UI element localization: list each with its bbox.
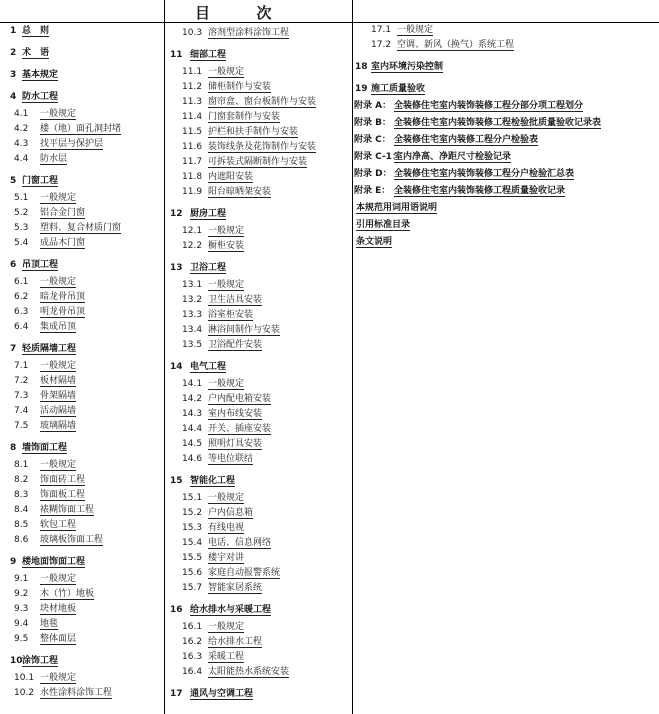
toc-entry-number: 13.3 — [182, 310, 203, 320]
toc-sub-entry[interactable] — [166, 340, 356, 351]
toc-entry-number: 16.2 — [182, 637, 203, 647]
toc-entry-label: 块材地板 — [40, 604, 77, 614]
toc-entry-label: 通风与空调工程 — [190, 689, 254, 699]
toc-entry-number: 附录 B： — [354, 118, 391, 128]
toc-sub-entry[interactable] — [0, 277, 168, 288]
toc-sub-entry[interactable] — [166, 667, 356, 678]
toc-sub-entry[interactable] — [0, 574, 168, 585]
toc-entry-label: 等电位联结 — [208, 454, 254, 464]
toc-entry-label: 防水层 — [40, 154, 68, 164]
toc-entry-number: 15.3 — [182, 523, 203, 533]
toc-entry-label: 太阳能热水系统安装 — [208, 667, 290, 677]
toc-entry-label: 裱糊饰面工程 — [40, 505, 95, 515]
toc-entry-label: 一般规定 — [397, 25, 434, 35]
toc-entry-number: 11.4 — [182, 112, 203, 122]
toc-entry-number: 8.4 — [14, 505, 29, 515]
toc-entry-label: 木（竹）地板 — [40, 589, 95, 599]
toc-sub-entry[interactable] — [166, 454, 356, 465]
toc-entry-number: 19 — [355, 84, 368, 94]
toc-entry-label: 橱柜安装 — [208, 241, 245, 251]
toc-entry-number: 15 — [170, 476, 183, 486]
toc-entry-number: 8.2 — [14, 475, 29, 485]
toc-sub-entry[interactable] — [0, 238, 168, 249]
toc-entry-label: 饰面板工程 — [40, 490, 86, 500]
toc-entry-number: 11.8 — [182, 172, 203, 182]
toc-entry-number: 14.2 — [182, 394, 203, 404]
toc-entry-label: 室内净高、净距尺寸检验记录 — [394, 152, 512, 162]
toc-entry-label: 楼（地）面孔洞封堵 — [40, 124, 122, 134]
toc-entry-label: 全装修住宅室内装修工程分户检验表 — [394, 135, 539, 145]
toc-sub-entry[interactable] — [0, 124, 168, 135]
toc-entry-number: 4 — [10, 92, 17, 102]
toc-sub-entry[interactable] — [0, 604, 168, 615]
toc-chapter-entry[interactable] — [0, 656, 168, 667]
toc-entry-number: 9.2 — [14, 589, 29, 599]
toc-app-entry[interactable] — [352, 101, 659, 112]
toc-entry-number: 附录 A： — [354, 101, 392, 111]
toc-entry-number: 5.1 — [14, 193, 29, 203]
toc-sub-entry[interactable] — [0, 505, 168, 516]
toc-entry-number: 3 — [10, 70, 17, 80]
toc-sub-entry[interactable] — [0, 688, 168, 699]
toc-entry-number: 7.1 — [14, 361, 29, 371]
toc-chapter-entry[interactable] — [0, 443, 168, 454]
toc-entry-number: 10.2 — [14, 688, 35, 698]
toc-entry-label: 一般规定 — [40, 109, 77, 119]
toc-sub-entry[interactable] — [166, 553, 356, 564]
toc-misc-entry[interactable] — [352, 220, 659, 231]
toc-entry-label: 饰面砖工程 — [40, 475, 86, 485]
toc-entry-label: 板材隔墙 — [40, 376, 77, 386]
toc-entry-label: 防水工程 — [22, 92, 59, 102]
toc-entry-label: 全装修住宅室内装饰装修工程检验批质量验收记录表 — [394, 118, 602, 128]
toc-chapter-entry[interactable] — [166, 605, 356, 616]
toc-chapter-entry[interactable] — [166, 50, 356, 61]
toc-entry-number: 4.3 — [14, 139, 29, 149]
toc-entry-number: 9.1 — [14, 574, 29, 584]
toc-sub-entry[interactable] — [0, 421, 168, 432]
toc-entry-label: 集成吊顶 — [40, 322, 77, 332]
toc-app-entry[interactable] — [352, 186, 659, 197]
toc-sub-entry[interactable] — [352, 25, 659, 36]
toc-chapter-entry[interactable] — [0, 344, 168, 355]
toc-sub-entry[interactable] — [166, 172, 356, 183]
toc-app-entry[interactable] — [352, 152, 659, 163]
toc-misc-entry[interactable] — [352, 237, 659, 248]
toc-entry-number: 14.5 — [182, 439, 203, 449]
toc-entry-label: 骨架隔墙 — [40, 391, 77, 401]
toc-entry-number: 13 — [170, 263, 183, 273]
toc-sub-entry[interactable] — [166, 127, 356, 138]
toc-entry-number: 17 — [170, 689, 183, 699]
toc-entry-number: 11.2 — [182, 82, 203, 92]
toc-entry-label: 玻璃隔墙 — [40, 421, 77, 431]
toc-sub-entry[interactable] — [166, 652, 356, 663]
toc-chapter-entry[interactable] — [0, 92, 168, 103]
toc-entry-label: 储柜制作与安装 — [208, 82, 272, 92]
toc-entry-label: 淋浴间制作与安装 — [208, 325, 281, 335]
toc-entry-number: 7 — [10, 344, 17, 354]
toc-sub-entry[interactable] — [166, 325, 356, 336]
toc-entry-number: 12 — [170, 209, 183, 219]
toc-entry-label: 一般规定 — [208, 379, 245, 389]
toc-entry-number: 8.5 — [14, 520, 29, 530]
toc-entry-label: 采暖工程 — [208, 652, 245, 662]
toc-entry-label: 术 语 — [22, 48, 50, 58]
toc-sub-entry[interactable] — [0, 589, 168, 600]
toc-entry-label: 窗帘盒、窗台板制作与安装 — [208, 97, 317, 107]
toc-entry-label: 有线电视 — [208, 523, 245, 533]
toc-sub-entry[interactable] — [166, 241, 356, 252]
toc-entry-number: 11.6 — [182, 142, 203, 152]
toc-entry-label: 给水排水与采暖工程 — [190, 605, 272, 615]
toc-entry-label: 一般规定 — [40, 574, 77, 584]
toc-sub-entry[interactable] — [166, 28, 356, 39]
toc-column-1 — [0, 20, 168, 699]
toc-entry-label: 溶剂型涂料涂饰工程 — [208, 28, 290, 38]
toc-entry-label: 室内环境污染控制 — [371, 62, 444, 72]
toc-entry-label: 吊顶工程 — [22, 260, 59, 270]
toc-entry-number: 5.4 — [14, 238, 29, 248]
toc-entry-number: 9.3 — [14, 604, 29, 614]
toc-sub-entry[interactable] — [166, 493, 356, 504]
toc-entry-label: 基本规定 — [22, 70, 59, 80]
toc-entry-label: 明龙骨吊顶 — [40, 307, 86, 317]
toc-app-entry[interactable] — [352, 118, 659, 129]
toc-entry-label: 照明灯具安装 — [208, 439, 263, 449]
toc-entry-label: 一般规定 — [208, 226, 245, 236]
toc-entry-number: 13.1 — [182, 280, 203, 290]
toc-sub-entry[interactable] — [0, 376, 168, 387]
toc-entry-number: 16.3 — [182, 652, 203, 662]
toc-sub-entry[interactable] — [0, 520, 168, 531]
toc-entry-label: 一般规定 — [208, 622, 245, 632]
toc-column-3 — [352, 25, 659, 248]
toc-entry-number: 8.1 — [14, 460, 29, 470]
toc-entry-number: 11.7 — [182, 157, 203, 167]
toc-entry-label: 塑料、复合材质门窗 — [40, 223, 122, 233]
toc-entry-number: 10.1 — [14, 673, 35, 683]
toc-entry-label: 护栏和扶手制作与安装 — [208, 127, 299, 137]
toc-entry-label: 一般规定 — [40, 673, 77, 683]
toc-entry-label: 卫浴工程 — [190, 263, 227, 273]
toc-entry-label: 找平层与保护层 — [40, 139, 104, 149]
toc-entry-label: 引用标准目录 — [356, 220, 411, 230]
toc-sub-entry[interactable] — [166, 67, 356, 78]
toc-sub-entry[interactable] — [166, 508, 356, 519]
toc-entry-label: 智能化工程 — [190, 476, 236, 486]
toc-entry-number: 附录 D： — [354, 169, 392, 179]
toc-entry-number: 7.4 — [14, 406, 29, 416]
toc-sub-entry[interactable] — [0, 361, 168, 372]
toc-entry-label: 浴室柜安装 — [208, 310, 254, 320]
toc-entry-number: 6.2 — [14, 292, 29, 302]
toc-entry-label: 给水排水工程 — [208, 637, 263, 647]
toc-sub-entry[interactable] — [166, 538, 356, 549]
toc-entry-label: 一般规定 — [40, 193, 77, 203]
toc-entry-number: 15.6 — [182, 568, 203, 578]
toc-sub-entry[interactable] — [0, 475, 168, 486]
toc-entry-number: 14.3 — [182, 409, 203, 419]
toc-entry-label: 一般规定 — [40, 277, 77, 287]
toc-entry-number: 9.5 — [14, 634, 29, 644]
toc-sub-entry[interactable] — [352, 40, 659, 51]
toc-sub-entry[interactable] — [166, 295, 356, 306]
toc-entry-label: 涂饰工程 — [22, 656, 59, 666]
toc-sub-entry[interactable] — [0, 139, 168, 150]
toc-sub-entry[interactable] — [166, 583, 356, 594]
toc-entry-number: 11.3 — [182, 97, 203, 107]
toc-entry-label: 智能家居系统 — [208, 583, 263, 593]
toc-sub-entry[interactable] — [166, 379, 356, 390]
toc-entry-number: 14.1 — [182, 379, 203, 389]
toc-chapter-entry[interactable] — [0, 48, 168, 59]
toc-entry-number: 14.6 — [182, 454, 203, 464]
toc-entry-label: 卫生洁具安装 — [208, 295, 263, 305]
toc-sub-entry[interactable] — [0, 406, 168, 417]
toc-entry-label: 轻质隔墙工程 — [22, 344, 77, 354]
toc-chapter-entry[interactable] — [166, 362, 356, 373]
toc-sub-entry[interactable] — [0, 619, 168, 630]
toc-entry-number: 附录 C-1： — [354, 152, 401, 162]
toc-sub-entry[interactable] — [166, 568, 356, 579]
toc-entry-label: 全装修住宅室内装饰装修工程质量验收记录 — [394, 186, 566, 196]
toc-sub-entry[interactable] — [166, 523, 356, 534]
toc-entry-label: 开关、插座安装 — [208, 424, 272, 434]
toc-entry-number: 5.3 — [14, 223, 29, 233]
toc-sub-entry[interactable] — [0, 223, 168, 234]
toc-entry-number: 13.4 — [182, 325, 203, 335]
toc-chapter-entry[interactable] — [0, 260, 168, 271]
toc-entry-label: 户内配电箱安装 — [208, 394, 272, 404]
toc-entry-number: 7.3 — [14, 391, 29, 401]
toc-entry-number: 15.4 — [182, 538, 203, 548]
toc-entry-label: 家庭自动报警系统 — [208, 568, 281, 578]
toc-entry-number: 7.5 — [14, 421, 29, 431]
toc-entry-number: 8.3 — [14, 490, 29, 500]
toc-column-2 — [166, 28, 356, 700]
toc-entry-label: 成品木门窗 — [40, 238, 86, 248]
toc-sub-entry[interactable] — [0, 322, 168, 333]
toc-entry-label: 全装修住宅室内装饰装修工程分部分项工程划分 — [394, 101, 584, 111]
toc-entry-number: 11 — [170, 50, 183, 60]
toc-entry-number: 15.5 — [182, 553, 203, 563]
toc-entry-label: 卫浴配件安装 — [208, 340, 263, 350]
toc-app-entry[interactable] — [352, 135, 659, 146]
toc-entry-label: 暗龙骨吊顶 — [40, 292, 86, 302]
toc-sub-entry[interactable] — [166, 226, 356, 237]
toc-entry-number: 11.9 — [182, 187, 203, 197]
toc-entry-label: 门窗套制作与安装 — [208, 112, 281, 122]
toc-sub-entry[interactable] — [166, 439, 356, 450]
toc-entry-label: 施工质量验收 — [371, 84, 426, 94]
toc-chapter-entry[interactable] — [0, 176, 168, 187]
toc-entry-label: 可拆装式隔断制作与安装 — [208, 157, 308, 167]
toc-entry-number: 15.1 — [182, 493, 203, 503]
toc-entry-number: 9 — [10, 557, 17, 567]
toc-entry-number: 8.6 — [14, 535, 29, 545]
toc-entry-label: 一般规定 — [208, 493, 245, 503]
toc-entry-number: 附录 E： — [354, 186, 391, 196]
toc-entry-label: 铝合金门窗 — [40, 208, 86, 218]
toc-sub-entry[interactable] — [166, 280, 356, 291]
toc-entry-number: 附录 C： — [354, 135, 391, 145]
toc-entry-number: 5 — [10, 176, 17, 186]
toc-entry-label: 一般规定 — [40, 361, 77, 371]
toc-app-entry[interactable] — [352, 169, 659, 180]
toc-entry-number: 1 — [10, 26, 17, 36]
toc-entry-number: 11.5 — [182, 127, 203, 137]
toc-entry-label: 本规范用词用语说明 — [356, 203, 438, 213]
toc-entry-label: 阳台晾晒架安装 — [208, 187, 272, 197]
toc-entry-label: 墙饰面工程 — [22, 443, 68, 453]
toc-entry-number: 2 — [10, 48, 17, 58]
toc-entry-number: 16 — [170, 605, 183, 615]
toc-entry-number: 13.2 — [182, 295, 203, 305]
toc-entry-label: 一般规定 — [208, 67, 245, 77]
toc-sub-entry[interactable] — [0, 109, 168, 120]
toc-chapter-entry[interactable] — [0, 26, 168, 37]
toc-entry-number: 6.3 — [14, 307, 29, 317]
toc-entry-label: 内遮阳安装 — [208, 172, 254, 182]
toc-entry-label: 全装修住宅室内装饰装修工程分户检验汇总表 — [394, 169, 575, 179]
toc-sub-entry[interactable] — [166, 157, 356, 168]
toc-entry-label: 一般规定 — [208, 280, 245, 290]
toc-entry-number: 15.7 — [182, 583, 203, 593]
toc-sub-entry[interactable] — [0, 490, 168, 501]
toc-entry-number: 9.4 — [14, 619, 29, 629]
toc-entry-number: 4.1 — [14, 109, 29, 119]
toc-entry-label: 楼宇对讲 — [208, 553, 245, 563]
toc-entry-number: 16.1 — [182, 622, 203, 632]
toc-entry-label: 软包工程 — [40, 520, 77, 530]
toc-sub-entry[interactable] — [0, 193, 168, 204]
toc-entry-number: 17.1 — [371, 25, 392, 35]
toc-sub-entry[interactable] — [166, 187, 356, 198]
toc-chapter-entry[interactable] — [166, 476, 356, 487]
toc-entry-label: 厨房工程 — [190, 209, 227, 219]
toc-entry-label: 玻璃板饰面工程 — [40, 535, 104, 545]
toc-chapter-entry[interactable] — [352, 62, 659, 73]
toc-entry-label: 细部工程 — [190, 50, 227, 60]
toc-sub-entry[interactable] — [0, 634, 168, 645]
toc-sub-entry[interactable] — [166, 82, 356, 93]
toc-entry-number: 12.2 — [182, 241, 203, 251]
toc-entry-number: 18 — [355, 62, 368, 72]
toc-sub-entry[interactable] — [166, 409, 356, 420]
toc-misc-entry[interactable] — [352, 203, 659, 214]
toc-sub-entry[interactable] — [166, 112, 356, 123]
toc-chapter-entry[interactable] — [166, 209, 356, 220]
toc-entry-label: 水性涂料涂饰工程 — [40, 688, 113, 698]
toc-entry-number: 15.2 — [182, 508, 203, 518]
toc-sub-entry[interactable] — [166, 310, 356, 321]
toc-entry-label: 活动隔墙 — [40, 406, 77, 416]
toc-entry-number: 6.4 — [14, 322, 29, 332]
toc-entry-label: 总 则 — [22, 26, 50, 36]
toc-entry-number: 4.2 — [14, 124, 29, 134]
toc-chapter-entry[interactable] — [166, 689, 356, 700]
toc-sub-entry[interactable] — [0, 535, 168, 546]
toc-sub-entry[interactable] — [0, 673, 168, 684]
toc-chapter-entry[interactable] — [352, 84, 659, 95]
toc-entry-label: 地毯 — [40, 619, 59, 629]
toc-sub-entry[interactable] — [166, 637, 356, 648]
toc-entry-label: 条文说明 — [356, 237, 393, 247]
toc-entry-label: 电话、信息网络 — [208, 538, 272, 548]
toc-sub-entry[interactable] — [166, 622, 356, 633]
toc-entry-number: 6.1 — [14, 277, 29, 287]
toc-entry-label: 楼地面饰面工程 — [22, 557, 86, 567]
toc-entry-number: 13.5 — [182, 340, 203, 350]
toc-sub-entry[interactable] — [166, 424, 356, 435]
toc-entry-label: 一般规定 — [40, 460, 77, 470]
toc-entry-number: 5.2 — [14, 208, 29, 218]
toc-entry-number: 17.2 — [371, 40, 392, 50]
toc-sub-entry[interactable] — [166, 142, 356, 153]
toc-entry-number: 7.2 — [14, 376, 29, 386]
toc-sub-entry[interactable] — [0, 292, 168, 303]
toc-entry-label: 空调、新风（换气）系统工程 — [397, 40, 515, 50]
toc-entry-label: 整体面层 — [40, 634, 77, 644]
toc-sub-entry[interactable] — [166, 97, 356, 108]
toc-entry-number: 14.4 — [182, 424, 203, 434]
toc-entry-number: 10 — [10, 656, 23, 666]
toc-entry-number: 14 — [170, 362, 183, 372]
toc-entry-number: 12.1 — [182, 226, 203, 236]
page-title: 目 次 — [195, 4, 284, 22]
toc-entry-label: 户内信息箱 — [208, 508, 254, 518]
toc-sub-entry[interactable] — [0, 208, 168, 219]
toc-entry-number: 10.3 — [182, 28, 203, 38]
toc-sub-entry[interactable] — [0, 307, 168, 318]
toc-sub-entry[interactable] — [0, 460, 168, 471]
toc-chapter-entry[interactable] — [166, 263, 356, 274]
toc-entry-label: 门窗工程 — [22, 176, 59, 186]
toc-entry-label: 室内布线安装 — [208, 409, 263, 419]
toc-entry-number: 8 — [10, 443, 17, 453]
toc-entry-label: 电气工程 — [190, 362, 227, 372]
toc-sub-entry[interactable] — [0, 391, 168, 402]
toc-sub-entry[interactable] — [0, 154, 168, 165]
toc-entry-label: 装饰线条及花饰制作与安装 — [208, 142, 317, 152]
toc-entry-number: 16.4 — [182, 667, 203, 677]
toc-entry-number: 11.1 — [182, 67, 203, 77]
toc-entry-number: 6 — [10, 260, 17, 270]
toc-entry-number: 4.4 — [14, 154, 29, 164]
toc-chapter-entry[interactable] — [0, 557, 168, 568]
toc-sub-entry[interactable] — [166, 394, 356, 405]
toc-chapter-entry[interactable] — [0, 70, 168, 81]
